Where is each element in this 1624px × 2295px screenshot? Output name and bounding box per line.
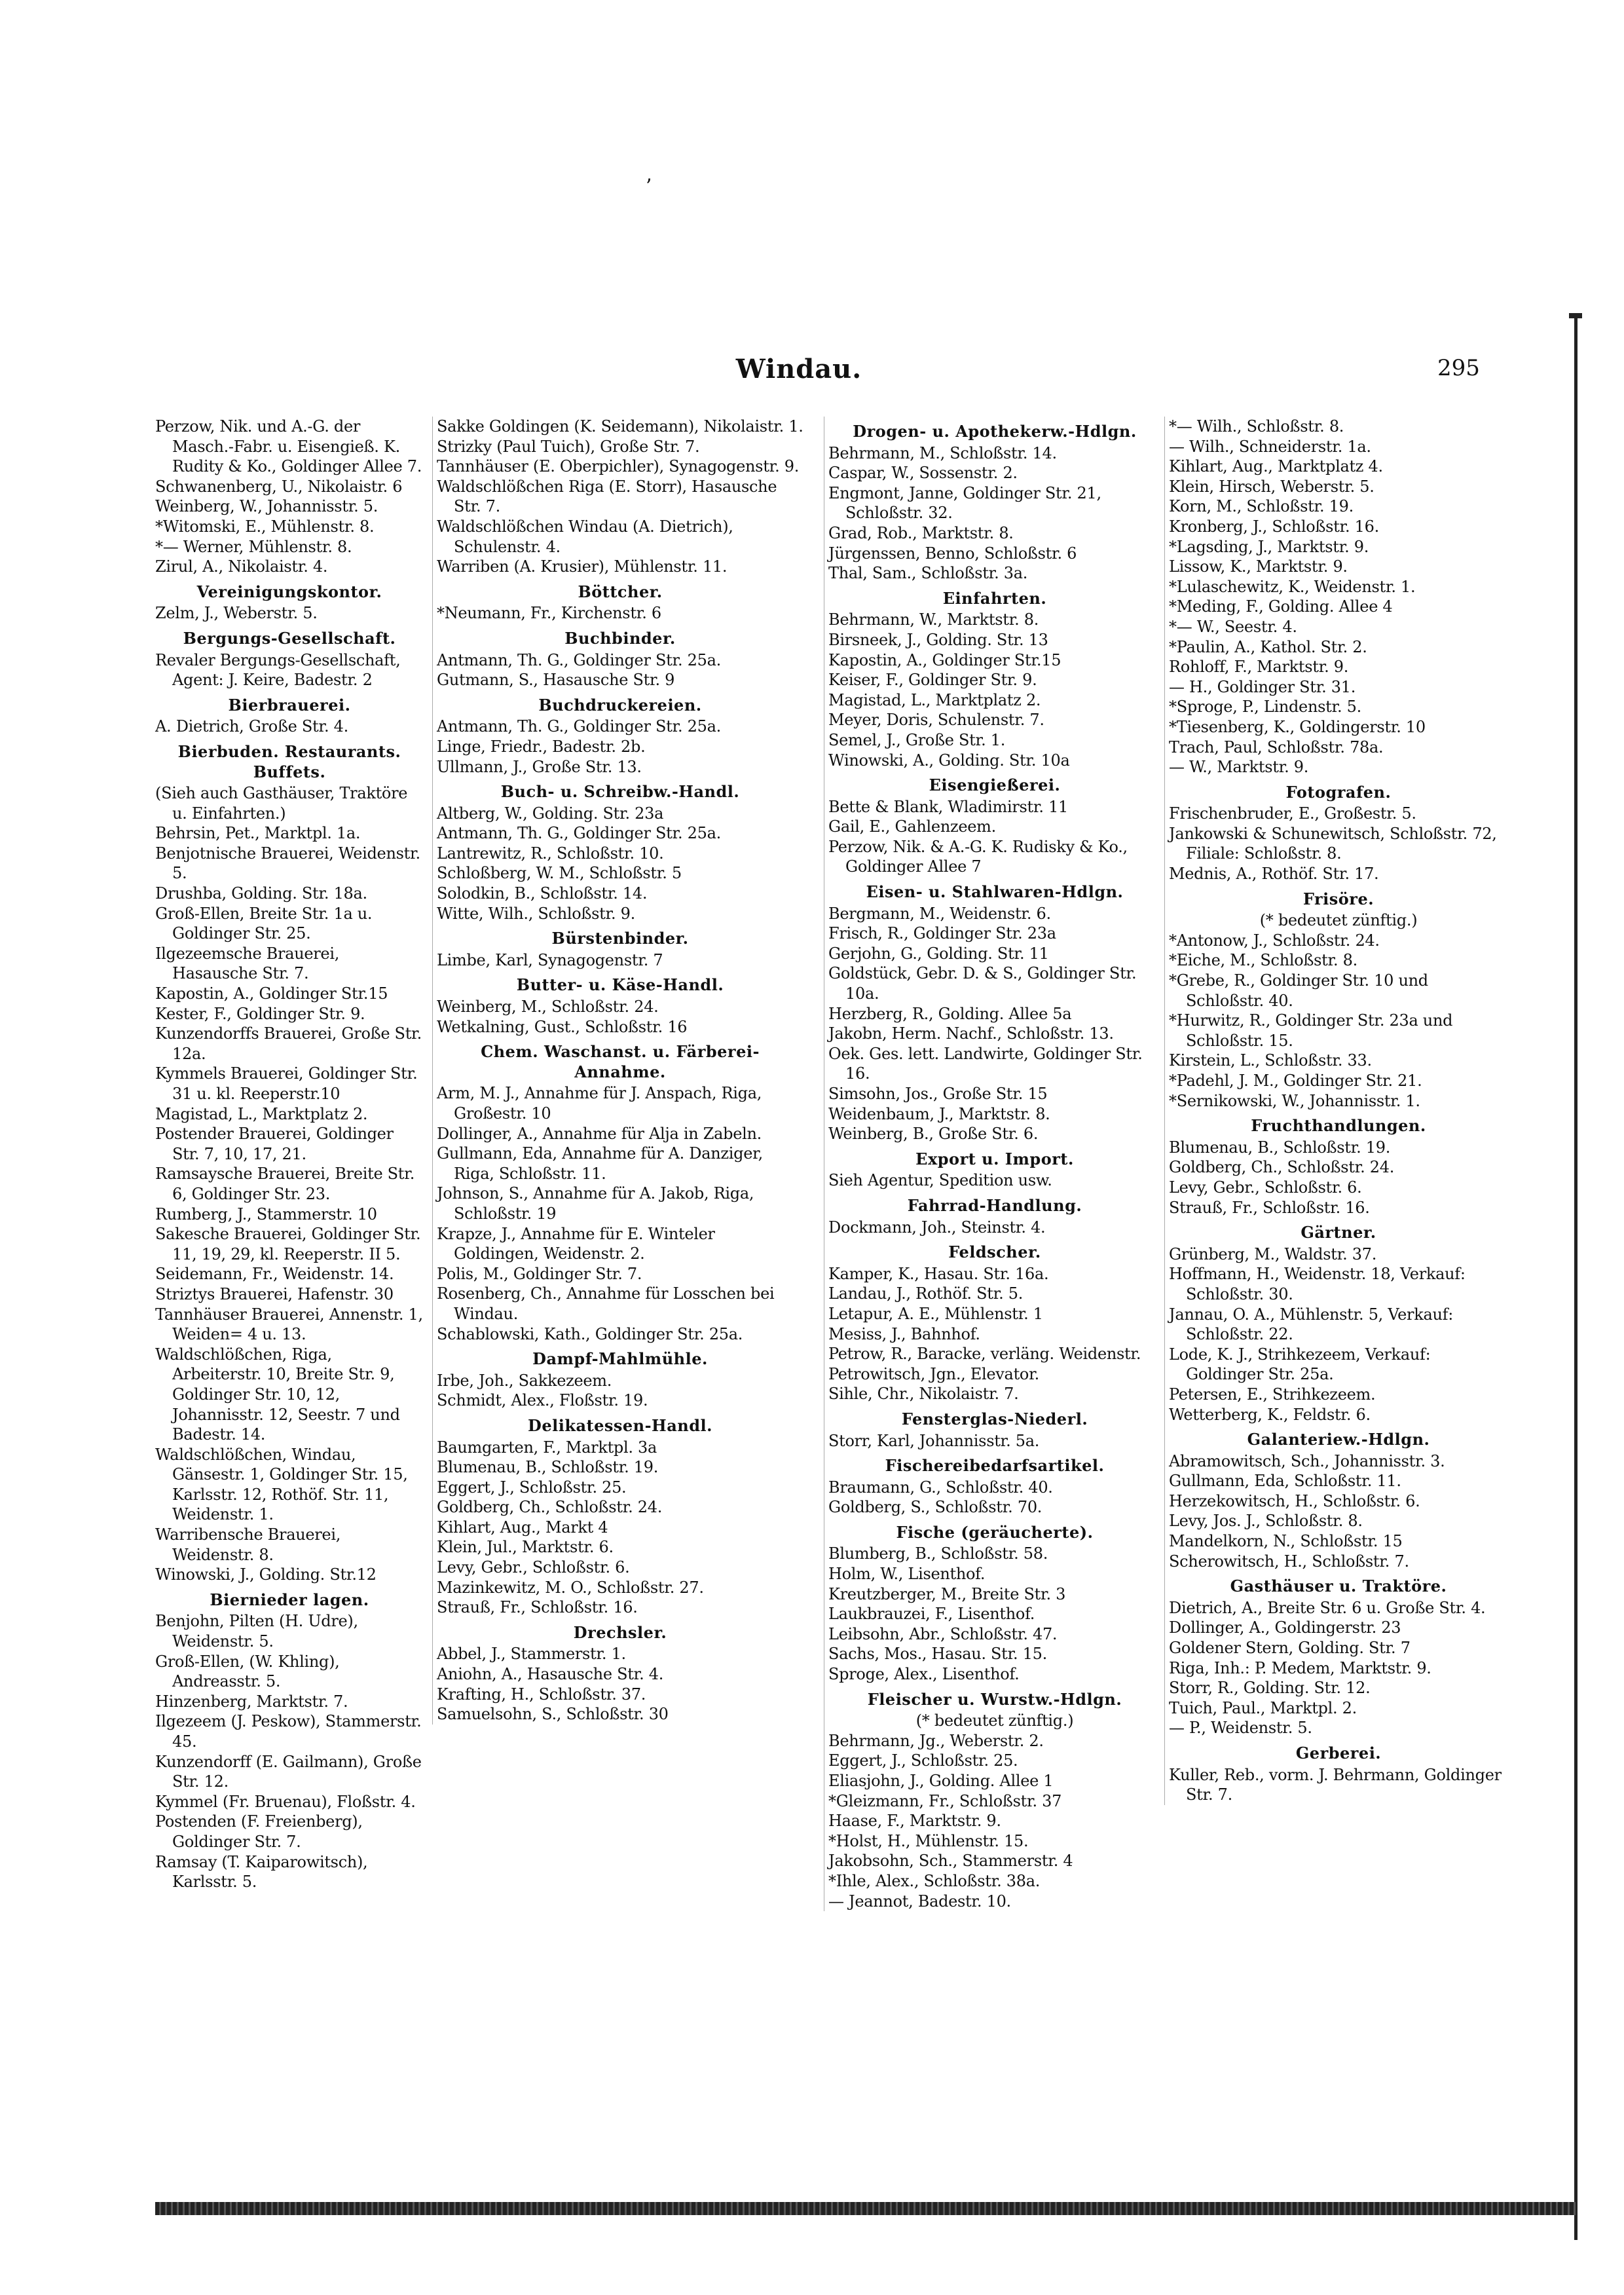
directory-entry: Strauß, Fr., Schloßstr. 16.	[1169, 1198, 1370, 1217]
directory-entry: Winowski, A., Golding. Str. 10a	[828, 751, 1070, 770]
directory-entry: Bergmann, M., Weidenstr. 6.	[828, 904, 1051, 923]
section-note: (* bedeutet zünftig.)	[1259, 911, 1418, 930]
directory-entry: Storr, Karl, Johannisstr. 5a.	[828, 1431, 1040, 1450]
directory-entry: Behrmann, W., Marktstr. 8.	[828, 610, 1039, 629]
directory-entry: *Padehl, J. M., Goldinger Str. 21.	[1169, 1072, 1422, 1090]
directory-entry: Winowski, J., Golding. Str.12	[155, 1565, 377, 1584]
directory-entry: Gutmann, S., Hasausche Str. 9	[437, 671, 675, 690]
directory-entry: Lissow, K., Marktstr. 9.	[1169, 557, 1348, 576]
directory-entry: Irbe, Joh., Sakkezeem.	[437, 1371, 612, 1390]
directory-entry: — Jeannot, Badestr. 10.	[828, 1892, 1011, 1911]
page-title: Windau.	[735, 354, 862, 384]
directory-entry: Blumenau, B., Schloßstr. 19.	[1169, 1138, 1391, 1157]
directory-entry: *Holst, H., Mühlenstr. 15.	[828, 1831, 1029, 1850]
section-heading: Vereinigungskontor.	[196, 582, 382, 601]
directory-entry: Wetkalning, Gust., Schloßstr. 16	[437, 1017, 688, 1036]
directory-entry: Behrsin, Pet., Marktpl. 1a.	[155, 824, 361, 843]
directory-entry: Goldberg, S., Schloßstr. 70.	[828, 1498, 1043, 1517]
section-heading: Fensterglas-Niederl.	[901, 1409, 1088, 1428]
directory-entry: Thal, Sam., Schloßstr. 3a.	[828, 564, 1028, 583]
directory-entry: *Sproge, P., Lindenstr. 5.	[1169, 698, 1361, 717]
directory-entry: Perzow, Nik. und A.-G. der Masch.-Fabr. u. Eisengieß. K. Rudity & Ko., Goldinger Allee 7.	[155, 417, 422, 476]
directory-entry: Witte, Wilh., Schloßstr. 9.	[437, 904, 635, 923]
directory-entry: Baumgarten, F., Marktpl. 3a	[437, 1438, 657, 1457]
directory-entry: Johnson, S., Annahme für A. Jakob, Riga, Schloßstr. 19	[437, 1184, 754, 1223]
directory-entry: Groß-Ellen, Breite Str. 1a u. Goldinger Str. 25.	[155, 904, 373, 943]
directory-entry: Schwanenberg, U., Nikolaistr. 6	[155, 477, 403, 496]
directory-entry: Samuelsohn, S., Schloßstr. 30	[437, 1705, 669, 1724]
directory-entry: Jakobn, Herm. Nachf., Schloßstr. 13.	[828, 1024, 1114, 1043]
directory-entry: Rumberg, J., Stammerstr. 10	[155, 1204, 377, 1223]
directory-entry: Oek. Ges. lett. Landwirte, Goldinger Str. 16.	[828, 1044, 1143, 1083]
directory-entry: Groß-Ellen, (W. Khling), Andreasstr. 5.	[155, 1652, 340, 1691]
directory-entry: Jannau, O. A., Mühlenstr. 5, Verkauf: Schloßstr. 22.	[1169, 1305, 1454, 1344]
directory-entry: *Antonow, J., Schloßstr. 24.	[1169, 931, 1380, 950]
directory-entry: Dollinger, A., Goldingerstr. 23	[1169, 1618, 1401, 1637]
directory-entry: Antmann, Th. G., Goldinger Str. 25a.	[437, 717, 721, 736]
directory-entry: Mazinkewitz, M. O., Schloßstr. 27.	[437, 1578, 704, 1597]
directory-column-2	[432, 417, 803, 1725]
section-heading: Bürstenbinder.	[551, 929, 689, 948]
section-heading: Bierbrauerei.	[228, 695, 351, 715]
page-number: 295	[1437, 355, 1480, 381]
directory-entry: Gullmann, Eda, Annahme für A. Danziger, Riga, Schloßstr. 11.	[437, 1144, 763, 1183]
directory-entry: Weinberg, B., Große Str. 6.	[828, 1125, 1039, 1144]
directory-entry: Jankowski & Schunewitsch, Schloßstr. 72, Filiale: Schloßstr. 8.	[1169, 824, 1497, 863]
directory-entry: Holm, W., Lisenthof.	[828, 1565, 986, 1584]
directory-entry: Storr, R., Golding. Str. 12.	[1169, 1679, 1371, 1698]
directory-entry: Kunzendorffs Brauerei, Große Str. 12a.	[155, 1024, 422, 1063]
directory-entry: Frischenbruder, E., Großestr. 5.	[1169, 804, 1416, 823]
directory-entry: *Eiche, M., Schloßstr. 8.	[1169, 951, 1357, 970]
section-heading: Buchbinder.	[564, 628, 676, 648]
directory-entry: Jürgenssen, Benno, Schloßstr. 6	[828, 544, 1077, 563]
directory-entry: (Sieh auch Gasthäuser, Traktöre u. Einfahrten.)	[155, 784, 408, 823]
directory-entry: Krapze, J., Annahme für E. Winteler Goldingen, Weidenstr. 2.	[437, 1224, 715, 1263]
directory-entry: Aniohn, A., Hasausche Str. 4.	[437, 1665, 664, 1684]
directory-entry: Linge, Friedr., Badestr. 2b.	[437, 737, 646, 756]
directory-column-4	[1164, 417, 1508, 1805]
directory-entry: Ilgezeem (J. Peskow), Stammerstr. 45.	[155, 1712, 422, 1751]
directory-entry: Klein, Hirsch, Weberstr. 5.	[1169, 477, 1375, 496]
section-heading: Einfahrten.	[942, 588, 1047, 608]
directory-entry: Zirul, A., Nikolaistr. 4.	[155, 557, 328, 576]
directory-entry: Weinberg, W., Johannisstr. 5.	[155, 497, 378, 516]
directory-entry: Striztys Brauerei, Hafenstr. 30	[155, 1284, 394, 1303]
directory-entry: Levy, Jos. J., Schloßstr. 8.	[1169, 1512, 1363, 1531]
directory-entry: Dockmann, Joh., Steinstr. 4.	[828, 1218, 1046, 1237]
directory-entry: Herzekowitsch, H., Schloßstr. 6.	[1169, 1491, 1420, 1510]
directory-entry: Mednis, A., Rothöf. Str. 17.	[1169, 865, 1379, 884]
directory-entry: Kronberg, J., Schloßstr. 16.	[1169, 517, 1379, 536]
section-note: (* bedeutet zünftig.)	[915, 1711, 1074, 1730]
directory-entry: Meyer, Doris, Schulenstr. 7.	[828, 711, 1044, 730]
directory-entry: *Gleizmann, Fr., Schloßstr. 37	[828, 1791, 1062, 1810]
directory-entry: Waldschlößchen Riga (E. Storr), Hasausche Str. 7.	[437, 477, 777, 516]
directory-entry: Simsohn, Jos., Große Str. 15	[828, 1085, 1048, 1103]
directory-entry: Engmont, Janne, Goldinger Str. 21, Schloßstr. 32.	[828, 483, 1101, 523]
directory-entry: Goldener Stern, Golding. Str. 7	[1169, 1639, 1411, 1658]
directory-entry: Semel, J., Große Str. 1.	[828, 730, 1006, 749]
directory-entry: Haase, F., Marktstr. 9.	[828, 1812, 1001, 1831]
scan-bottom-edge	[155, 2202, 1578, 2215]
directory-entry: Keiser, F., Goldinger Str. 9.	[828, 671, 1037, 690]
section-heading: Eisengießerei.	[929, 775, 1061, 795]
directory-entry: Sihle, Chr., Nikolaistr. 7.	[828, 1385, 1019, 1404]
directory-entry: Sakesche Brauerei, Goldinger Str. 11, 19, 29, kl. Reeperstr. II 5.	[155, 1225, 421, 1263]
section-heading: Gerberei.	[1295, 1744, 1382, 1763]
directory-entry: Eggert, J., Schloßstr. 25.	[437, 1478, 627, 1497]
section-heading: Bergungs-Gesellschaft.	[183, 628, 396, 648]
directory-entry: Perzow, Nik. & A.-G. K. Rudisky & Ko., Goldinger Allee 7	[828, 837, 1128, 876]
section-heading: Buch- u. Schreibw.-Handl.	[500, 782, 740, 802]
directory-entry: Kamper, K., Hasau. Str. 16a.	[828, 1264, 1049, 1283]
section-heading: Feldscher.	[948, 1242, 1041, 1262]
directory-entry: Dollinger, A., Annahme für Alja in Zabeln.	[437, 1124, 762, 1143]
section-heading: Fahrrad-Handlung.	[907, 1195, 1082, 1215]
directory-entry: *Grebe, R., Goldinger Str. 10 und Schloßstr. 40.	[1169, 971, 1428, 1010]
section-heading: Fischereibedarfsartikel.	[885, 1456, 1105, 1476]
directory-entry: — H., Goldinger Str. 31.	[1169, 677, 1356, 696]
directory-entry: Weinberg, M., Schloßstr. 24.	[437, 998, 659, 1017]
section-heading: Fruchthandlungen.	[1251, 1116, 1426, 1136]
directory-entry: Tannhäuser (E. Oberpichler), Synagogenstr. 9.	[437, 457, 800, 476]
directory-entry: Hoffmann, H., Weidenstr. 18, Verkauf: Schloßstr. 30.	[1169, 1265, 1466, 1303]
section-heading: Gärtner.	[1301, 1223, 1376, 1242]
directory-entry: Jakobsohn, Sch., Stammerstr. 4	[828, 1852, 1073, 1871]
section-heading: Drogen- u. Apothekerw.-Hdlgn.	[853, 422, 1137, 441]
directory-entry: Strauß, Fr., Schloßstr. 16.	[437, 1598, 638, 1617]
directory-entry: Mandelkorn, N., Schloßstr. 15	[1169, 1532, 1403, 1551]
directory-entry: Blumberg, B., Schloßstr. 58.	[828, 1544, 1048, 1563]
directory-entry: Levy, Gebr., Schloßstr. 6.	[1169, 1178, 1362, 1197]
directory-entry: Hinzenberg, Marktstr. 7.	[155, 1692, 348, 1711]
directory-entry: Wetterberg, K., Feldstr. 6.	[1169, 1405, 1371, 1424]
directory-entry: Antmann, Th. G., Goldinger Str. 25a.	[437, 824, 721, 843]
directory-entry: Tannhäuser Brauerei, Annenstr. 1, Weiden= 4 u. 13.	[155, 1305, 423, 1344]
directory-entry: Landau, J., Rothöf. Str. 5.	[828, 1284, 1024, 1303]
directory-entry: Antmann, Th. G., Goldinger Str. 25a.	[437, 650, 721, 669]
directory-entry: Kapostin, A., Goldinger Str.15	[828, 650, 1061, 669]
directory-entry: *— W., Seestr. 4.	[1169, 617, 1297, 636]
margin-rule	[1574, 314, 1578, 2240]
directory-entry: Magistad, L., Marktplatz 2.	[828, 690, 1041, 709]
directory-entry: Klein, Jul., Marktstr. 6.	[437, 1538, 614, 1557]
directory-entry: Benjohn, Pilten (H. Udre), Weidenstr. 5.	[155, 1612, 358, 1651]
section-heading: Böttcher.	[578, 582, 663, 601]
directory-entry: *— Werner, Mühlenstr. 8.	[155, 537, 352, 556]
directory-entry: *Ihle, Alex., Schloßstr. 38a.	[828, 1871, 1041, 1890]
section-heading: Drechsler.	[573, 1622, 667, 1642]
directory-entry: Kymmels Brauerei, Goldinger Str. 31 u. kl. Reeperstr.10	[155, 1064, 418, 1103]
directory-entry: Kreutzberger, M., Breite Str. 3	[828, 1584, 1066, 1603]
directory-entry: Sieh Agentur, Spedition usw.	[828, 1171, 1052, 1190]
directory-entry: Goldstück, Gebr. D. & S., Goldinger Str. 10a.	[828, 964, 1137, 1003]
directory-entry: Strizky (Paul Tuich), Große Str. 7.	[437, 437, 700, 456]
directory-entry: Korn, M., Schloßstr. 19.	[1169, 497, 1354, 516]
directory-entry: Petersen, E., Strihkezeem.	[1169, 1385, 1376, 1404]
directory-entry: Leibsohn, Abr., Schloßstr. 47.	[828, 1624, 1058, 1643]
directory-entry: Postender Brauerei, Goldinger Str. 7, 10, 17, 21.	[155, 1125, 394, 1163]
directory-entry: Herzberg, R., Golding. Allee 5a	[828, 1004, 1072, 1023]
directory-entry: Rohloff, F., Marktstr. 9.	[1169, 658, 1349, 677]
directory-entry: Gerjohn, G., Golding. Str. 11	[828, 944, 1049, 963]
directory-entry: Polis, M., Goldinger Str. 7.	[437, 1264, 642, 1283]
directory-entry: Sachs, Mos., Hasau. Str. 15.	[828, 1645, 1047, 1664]
directory-entry: Ramsaysche Brauerei, Breite Str. 6, Goldinger Str. 23.	[155, 1165, 415, 1203]
directory-entry: Warribensche Brauerei, Weidenstr. 8.	[155, 1525, 341, 1564]
directory-entry: Magistad, L., Marktplatz 2.	[155, 1104, 368, 1123]
directory-entry: Waldschlößchen Windau (A. Dietrich), Schulenstr. 4.	[437, 517, 733, 556]
section-heading: Fotografen.	[1285, 782, 1392, 802]
section-heading: Fleischer u. Wurstw.-Hdlgn.	[867, 1689, 1122, 1709]
section-heading: Biernieder lagen.	[210, 1590, 369, 1609]
directory-entry: Kihlart, Aug., Marktplatz 4.	[1169, 457, 1383, 476]
directory-entry: Eliasjohn, J., Golding. Allee 1	[828, 1772, 1054, 1790]
directory-entry: Gail, E., Gahlenzeem.	[828, 817, 996, 836]
directory-entry: *Lagsding, J., Marktstr. 9.	[1169, 537, 1369, 556]
directory-entry: Bette & Blank, Wladimirstr. 11	[828, 797, 1069, 816]
directory-entry: — P., Weidenstr. 5.	[1169, 1719, 1312, 1738]
directory-entry: *Hurwitz, R., Goldinger Str. 23a und Schloßstr. 15.	[1169, 1011, 1453, 1050]
directory-entry: Lantrewitz, R., Schloßstr. 10.	[437, 844, 664, 863]
directory-entry: Postenden (F. Freienberg), Goldinger Str. 7.	[155, 1812, 363, 1851]
section-heading: Chem. Waschanst. u. Färberei-Annahme.	[481, 1042, 760, 1081]
section-heading: Eisen- u. Stahlwaren-Hdlgn.	[866, 882, 1124, 902]
directory-entry: Altberg, W., Golding. Str. 23a	[437, 804, 664, 823]
section-heading: Dampf-Mahlmühle.	[532, 1349, 708, 1369]
directory-entry: Rosenberg, Ch., Annahme für Losschen bei Windau.	[437, 1284, 775, 1323]
directory-entry: *— Wilh., Schloßstr. 8.	[1169, 417, 1344, 436]
directory-entry: Warriben (A. Krusier), Mühlenstr. 11.	[437, 557, 728, 576]
directory-entry: — Wilh., Schneiderstr. 1a.	[1169, 437, 1371, 456]
section-heading: Butter- u. Käse-Handl.	[516, 975, 724, 995]
directory-entry: Abbel, J., Stammerstr. 1.	[437, 1645, 626, 1664]
directory-entry: Arm, M. J., Annahme für J. Anspach, Riga, Großestr. 10	[437, 1084, 762, 1123]
directory-entry: Laukbrauzei, F., Lisenthof.	[828, 1605, 1035, 1624]
directory-entry: Zelm, J., Weberstr. 5.	[155, 604, 318, 623]
section-heading: Export u. Import.	[915, 1149, 1074, 1168]
directory-entry: Gullmann, Eda, Schloßstr. 11.	[1169, 1472, 1401, 1491]
directory-entry: Kester, F., Goldinger Str. 9.	[155, 1004, 365, 1023]
directory-entry: Waldschlößchen, Riga, Arbeiterstr. 10, Breite Str. 9, Goldinger Str. 10, 12, Johannisstr. 12, Seestr. 7 und Badestr. 14.	[155, 1345, 400, 1444]
directory-entry: Birsneek, J., Golding. Str. 13	[828, 630, 1048, 649]
directory-entry: Petrow, R., Baracke, verläng. Weidenstr.	[828, 1345, 1141, 1364]
directory-entry: Riga, Inh.: P. Medem, Marktstr. 9.	[1169, 1658, 1431, 1677]
directory-entry: Drushba, Golding. Str. 18a.	[155, 884, 367, 903]
directory-entry: Grünberg, M., Waldstr. 37.	[1169, 1244, 1377, 1263]
directory-entry: Scherowitsch, H., Schloßstr. 7.	[1169, 1552, 1409, 1571]
directory-entry: Kuller, Reb., vorm. J. Behrmann, Goldinger Str. 7.	[1169, 1765, 1502, 1804]
directory-entry: Goldberg, Ch., Schloßstr. 24.	[437, 1498, 663, 1517]
directory-entry: *Sernikowski, W., Johannisstr. 1.	[1169, 1091, 1420, 1110]
directory-entry: Ullmann, J., Große Str. 13.	[437, 757, 642, 776]
directory-entry: Kapostin, A., Goldinger Str.15	[155, 984, 388, 1003]
directory-entry: — W., Marktstr. 9.	[1169, 758, 1309, 777]
directory-entry: Trach, Paul, Schloßstr. 78a.	[1169, 737, 1384, 756]
directory-entry: Sakke Goldingen (K. Seidemann), Nikolaistr. 1.	[437, 417, 803, 436]
directory-entry: A. Dietrich, Große Str. 4.	[155, 717, 348, 736]
directory-entry: Kymmel (Fr. Bruenau), Floßstr. 4.	[155, 1792, 416, 1811]
directory-entry: *Neumann, Fr., Kirchenstr. 6	[437, 604, 661, 623]
section-heading: Frisöre.	[1302, 889, 1375, 908]
directory-entry: Grad, Rob., Marktstr. 8.	[828, 523, 1014, 542]
directory-entry: Waldschlößchen, Windau, Gänsestr. 1, Goldinger Str. 15, Karlsstr. 12, Rothöf. Str. 11, Weidenstr. 1.	[155, 1445, 408, 1524]
directory-entry: Caspar, W., Sossenstr. 2.	[828, 464, 1018, 483]
directory-entry: Ramsay (T. Kaiparowitsch), Karlsstr. 5.	[155, 1852, 368, 1892]
directory-entry: *Paulin, A., Kathol. Str. 2.	[1169, 637, 1367, 656]
section-heading: Bierbuden. Restaurants. Buffets.	[177, 741, 401, 781]
directory-entry: Kirstein, L., Schloßstr. 33.	[1169, 1051, 1372, 1070]
directory-entry: Goldberg, Ch., Schloßstr. 24.	[1169, 1158, 1395, 1177]
directory-entry: Braumann, G., Schloßstr. 40.	[828, 1478, 1053, 1497]
directory-entry: Eggert, J., Schloßstr. 25.	[828, 1751, 1018, 1770]
directory-entry: Kihlart, Aug., Markt 4	[437, 1518, 608, 1537]
section-heading: Gasthäuser u. Traktöre.	[1230, 1577, 1447, 1596]
directory-entry: Behrmann, M., Schloßstr. 14.	[828, 443, 1057, 462]
directory-entry: Lode, K. J., Strihkezeem, Verkauf: Goldinger Str. 25a.	[1169, 1345, 1431, 1384]
directory-entry: *Lulaschewitz, K., Weidenstr. 1.	[1169, 577, 1416, 596]
directory-entry: Blumenau, B., Schloßstr. 19.	[437, 1458, 659, 1477]
section-heading: Fische (geräucherte).	[896, 1522, 1094, 1542]
directory-entry: Krafting, H., Schloßstr. 37.	[437, 1685, 646, 1704]
directory-column-3	[824, 417, 1161, 1911]
directory-entry: Tuich, Paul., Marktpl. 2.	[1169, 1698, 1357, 1717]
directory-entry: Letapur, A. E., Mühlenstr. 1	[828, 1304, 1043, 1323]
directory-entry: Frisch, R., Goldinger Str. 23a	[828, 924, 1056, 943]
directory-entry: Kunzendorff (E. Gailmann), Große Str. 12.	[155, 1752, 422, 1791]
section-heading: Galanteriew.-Hdlgn.	[1247, 1430, 1430, 1449]
directory-entry: Schloßberg, W. M., Schloßstr. 5	[437, 864, 682, 883]
directory-entry: Petrowitsch, Jgn., Elevator.	[828, 1364, 1039, 1383]
directory-entry: Sproge, Alex., Lisenthof.	[828, 1665, 1020, 1684]
directory-entry: *Meding, F., Golding. Allee 4	[1169, 597, 1393, 616]
directory-column-1	[155, 417, 424, 1892]
directory-entry: Abramowitsch, Sch., Johannisstr. 3.	[1169, 1451, 1445, 1470]
section-heading: Buchdruckereien.	[538, 695, 702, 715]
directory-entry: Levy, Gebr., Schloßstr. 6.	[437, 1558, 630, 1577]
directory-entry: *Tiesenberg, K., Goldingerstr. 10	[1169, 717, 1426, 736]
directory-entry: Behrmann, Jg., Weberstr. 2.	[828, 1731, 1044, 1750]
directory-entry: Dietrich, A., Breite Str. 6 u. Große Str. 4.	[1169, 1598, 1486, 1617]
directory-entry: Mesiss, J., Bahnhof.	[828, 1324, 980, 1343]
section-heading: Delikatessen-Handl.	[528, 1415, 712, 1435]
directory-entry: Schablowski, Kath., Goldinger Str. 25a.	[437, 1324, 743, 1343]
directory-entry: Revaler Bergungs-Gesellschaft, Agent: J. Keire, Badestr. 2	[155, 650, 401, 690]
directory-entry: *Witomski, E., Mühlenstr. 8.	[155, 517, 375, 536]
stray-mark: ʼ	[645, 176, 652, 198]
directory-entry: Ilgezeemsche Brauerei, Hasausche Str. 7.	[155, 944, 340, 983]
directory-entry: Solodkin, B., Schloßstr. 14.	[437, 884, 648, 903]
directory-entry: Schmidt, Alex., Floßstr. 19.	[437, 1391, 648, 1410]
directory-entry: Limbe, Karl, Synagogenstr. 7	[437, 950, 663, 969]
directory-entry: Seidemann, Fr., Weidenstr. 14.	[155, 1265, 394, 1284]
directory-entry: Benjotnische Brauerei, Weidenstr. 5.	[155, 844, 420, 883]
directory-entry: Weidenbaum, J., Marktstr. 8.	[828, 1104, 1050, 1123]
